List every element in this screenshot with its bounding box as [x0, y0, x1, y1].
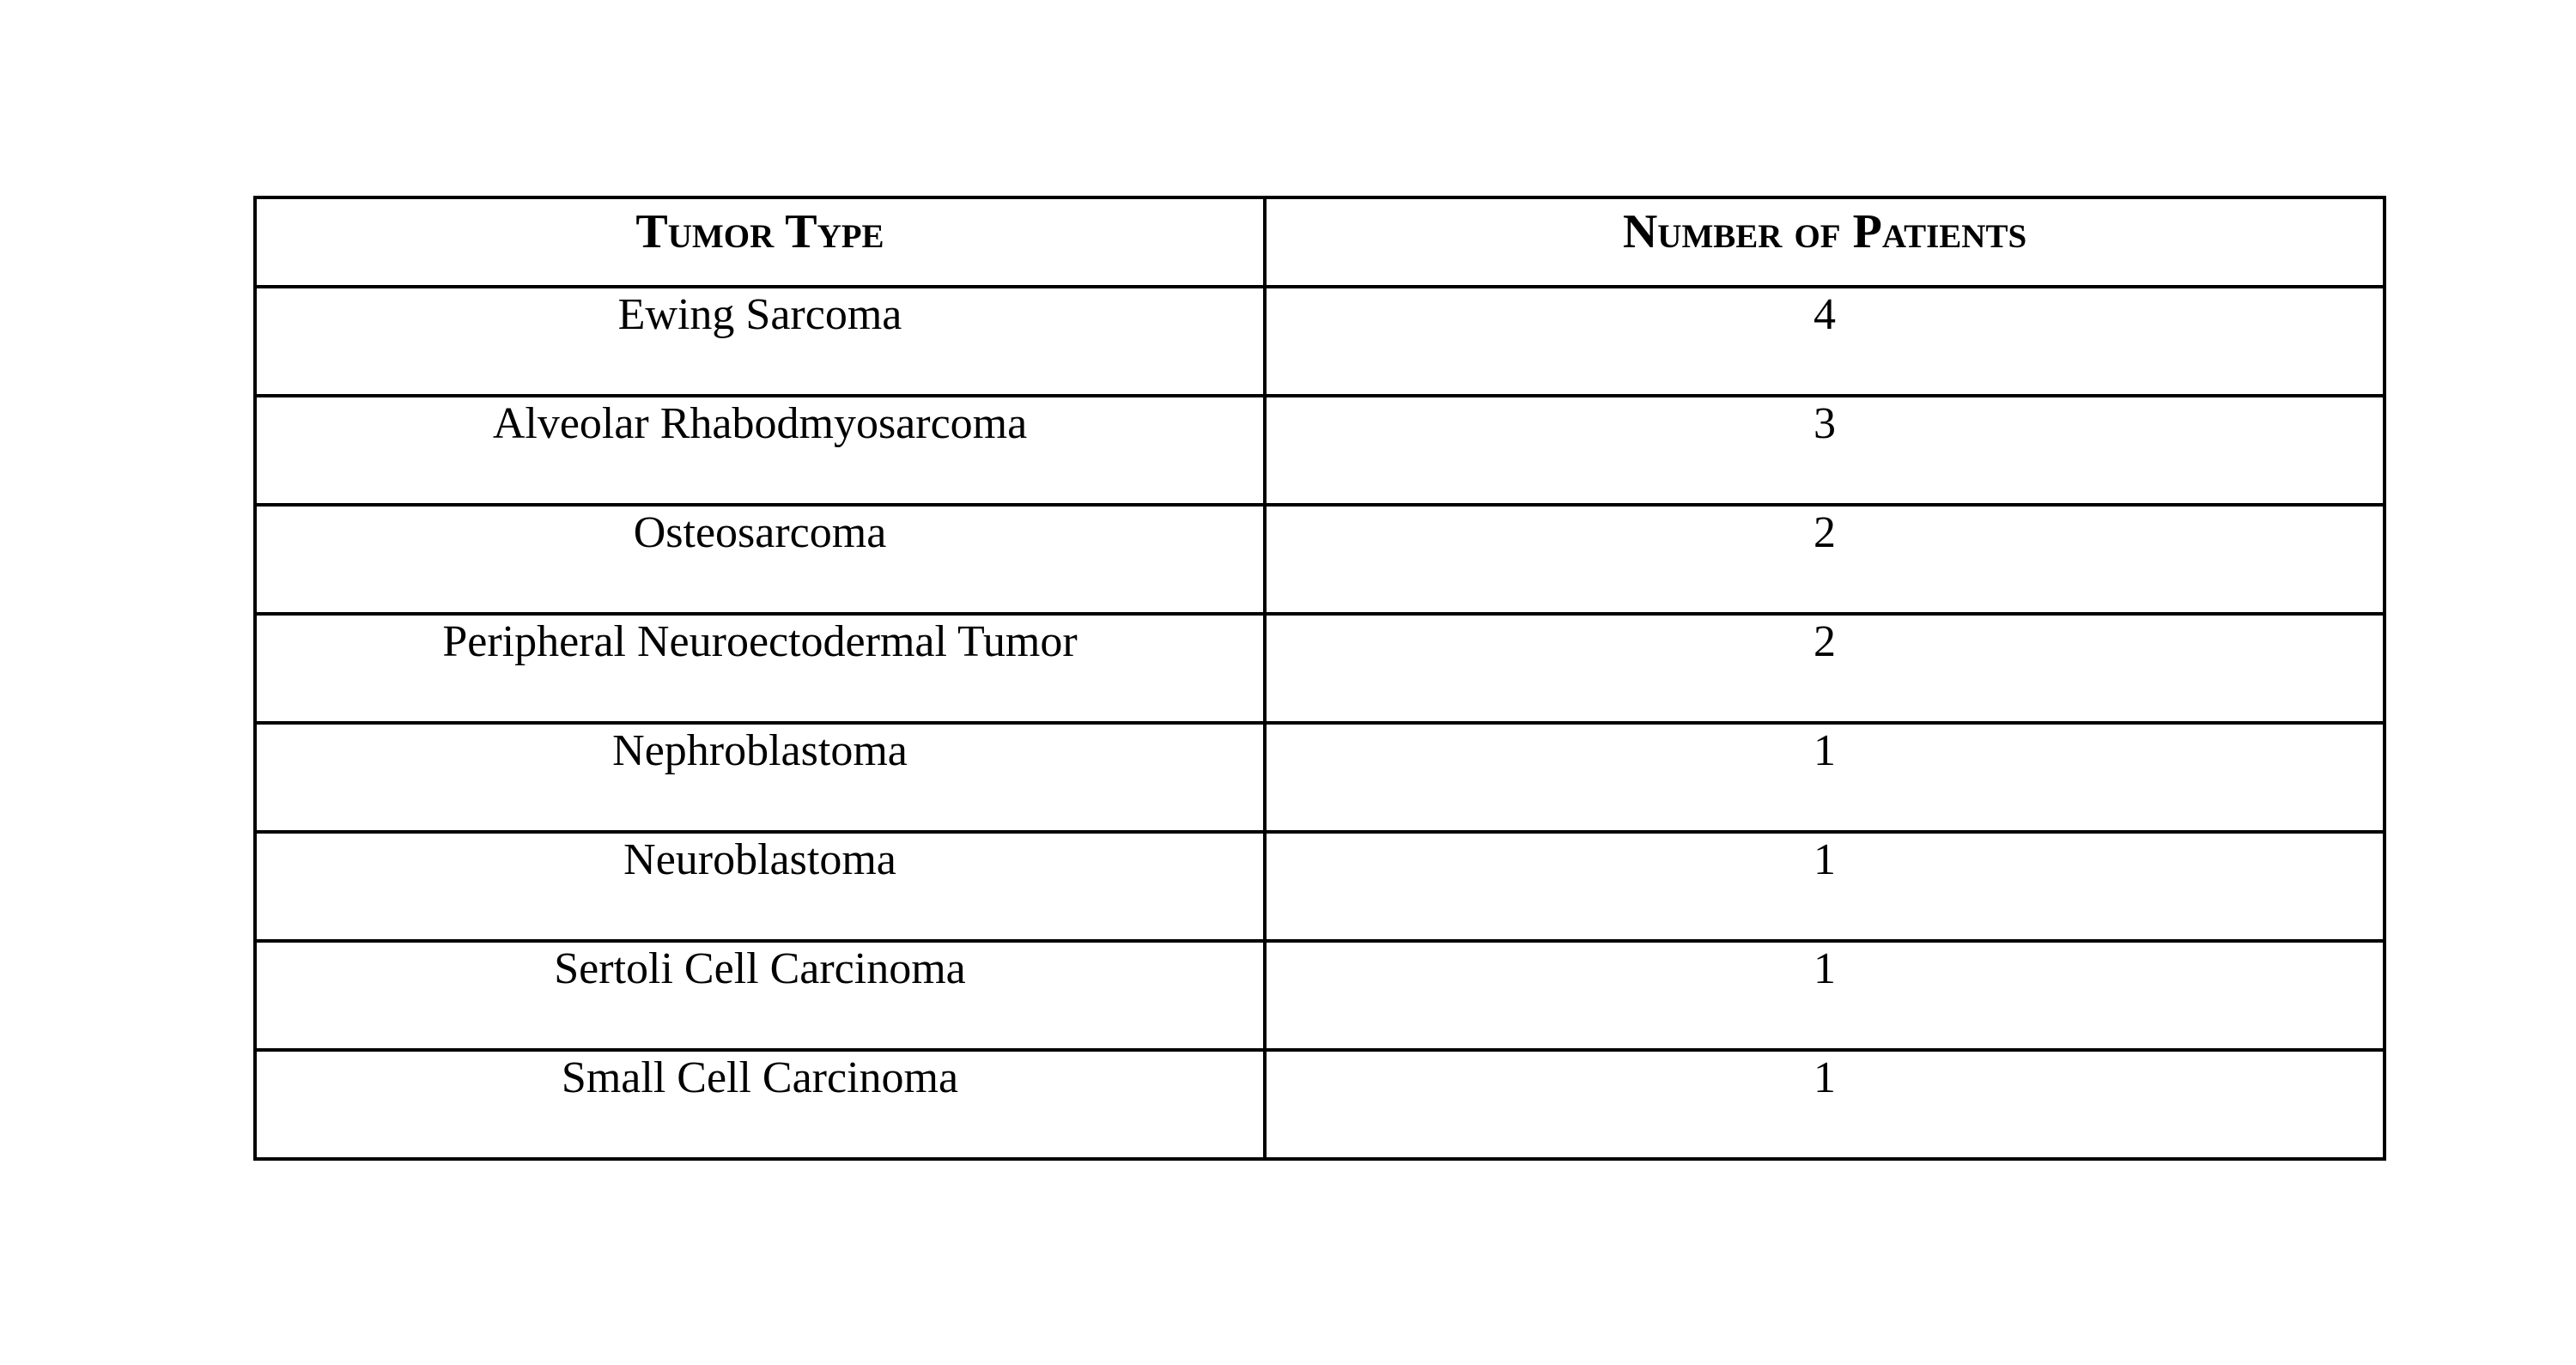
table-row [255, 396, 2385, 505]
table-row [255, 832, 2385, 941]
tumor-type-cell: Alveolar Rhabodmyosarcoma [255, 396, 1265, 505]
table-header-row [255, 197, 2385, 287]
patients-cell: 4 [1265, 287, 2385, 396]
patients-cell: 1 [1265, 1050, 2385, 1159]
patients-cell: 2 [1265, 505, 2385, 614]
tumor-type-cell: Small Cell Carcinoma [255, 1050, 1265, 1159]
patients-cell: 1 [1265, 941, 2385, 1050]
patients-cell: 1 [1265, 723, 2385, 832]
tumor-type-cell: Neuroblastoma [255, 832, 1265, 941]
tumor-type-cell: Sertoli Cell Carcinoma [255, 941, 1265, 1050]
tumor-type-cell: Osteosarcoma [255, 505, 1265, 614]
header-number-of-patients: Number of Patients [1265, 197, 2385, 287]
tumor-type-cell: Peripheral Neuroectodermal Tumor [255, 614, 1265, 723]
table-row [255, 723, 2385, 832]
tumor-table [253, 196, 2386, 1161]
table-row [255, 614, 2385, 723]
table-row [255, 505, 2385, 614]
table-row [255, 941, 2385, 1050]
table-row [255, 1050, 2385, 1159]
patients-cell: 2 [1265, 614, 2385, 723]
header-tumor-type: Tumor Type [255, 197, 1265, 287]
tumor-type-cell: Nephroblastoma [255, 723, 1265, 832]
table-row [255, 287, 2385, 396]
tumor-type-cell: Ewing Sarcoma [255, 287, 1265, 396]
table-container [253, 196, 2386, 1161]
patients-cell: 1 [1265, 832, 2385, 941]
patients-cell: 3 [1265, 396, 2385, 505]
